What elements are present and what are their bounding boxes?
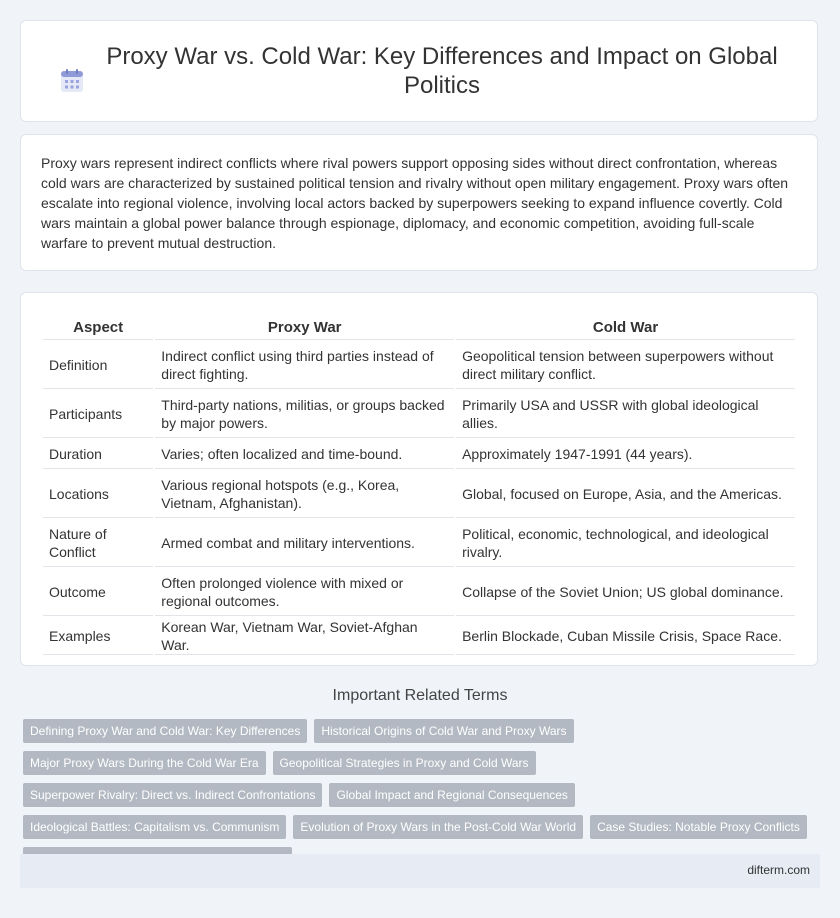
- cell-proxy-war: Armed combat and military interventions.: [155, 520, 454, 567]
- cell-cold-war: Geopolitical tension between superpowers without direct military conflict.: [456, 342, 795, 389]
- cell-cold-war: Primarily USA and USSR with global ideological allies.: [456, 391, 795, 438]
- table-row: [43, 520, 795, 567]
- related-term-link[interactable]: Ideological Battles: Capitalism vs. Communism: [23, 815, 286, 839]
- related-term-link[interactable]: Superpower Rivalry: Direct vs. Indirect Confrontations: [23, 783, 322, 807]
- footer: [20, 854, 820, 888]
- cell-proxy-war: Third-party nations, militias, or groups backed by major powers.: [155, 391, 454, 438]
- header-cold-war: Cold War: [456, 315, 795, 340]
- related-term-link[interactable]: Defining Proxy War and Cold War: Key Differences: [23, 719, 307, 743]
- cell-cold-war: Berlin Blockade, Cuban Missile Crisis, Space Race.: [456, 618, 795, 655]
- cell-cold-war: Political, economic, technological, and ideological rivalry.: [456, 520, 795, 567]
- cell-cold-war: Approximately 1947-1991 (44 years).: [456, 440, 795, 469]
- cell-proxy-war: Often prolonged violence with mixed or regional outcomes.: [155, 569, 454, 616]
- cell-cold-war: Collapse of the Soviet Union; US global dominance.: [456, 569, 795, 616]
- title-wrap: [59, 42, 779, 100]
- cell-proxy-war: Various regional hotspots (e.g., Korea, Vietnam, Afghanistan).: [155, 471, 454, 518]
- cell-cold-war: Global, focused on Europe, Asia, and the Americas.: [456, 471, 795, 518]
- related-term-link[interactable]: Evolution of Proxy Wars in the Post-Cold War World: [293, 815, 583, 839]
- cell-aspect: Examples: [43, 618, 153, 655]
- related-terms-list: [23, 719, 823, 871]
- cell-proxy-war: Indirect conflict using third parties instead of direct fighting.: [155, 342, 454, 389]
- table-row: [43, 391, 795, 438]
- table-row: [43, 471, 795, 518]
- related-term-link[interactable]: Global Impact and Regional Consequences: [329, 783, 574, 807]
- table-header-row: [43, 315, 795, 340]
- cell-aspect: Participants: [43, 391, 153, 438]
- cell-aspect: Locations: [43, 471, 153, 518]
- table-row: [43, 618, 795, 655]
- comparison-table-card: [20, 292, 818, 666]
- table-row: [43, 440, 795, 469]
- header-proxy-war: Proxy War: [155, 315, 454, 340]
- page-title: Proxy War vs. Cold War: Key Differences and Impact on Global Politics: [106, 43, 778, 99]
- cell-aspect: Nature of Conflict: [43, 520, 153, 567]
- cell-aspect: Outcome: [43, 569, 153, 616]
- calendar-grid-icon: [59, 68, 85, 94]
- related-term-link[interactable]: Case Studies: Notable Proxy Conflicts: [590, 815, 807, 839]
- related-term-link[interactable]: Major Proxy Wars During the Cold War Era: [23, 751, 266, 775]
- cell-proxy-war: Varies; often localized and time-bound.: [155, 440, 454, 469]
- table-row: [43, 569, 795, 616]
- related-term-link[interactable]: Geopolitical Strategies in Proxy and Cold Wars: [273, 751, 536, 775]
- intro-text: Proxy wars represent indirect conflicts where rival powers support opposing sides without direct confrontation, whereas cold wars are characterized by sustained political tension and rivalry without open military engagement. Proxy wars often escalate into regional violence, involving local actors backed by superpowers seeking to expand influence covertly. Cold wars maintain a global power balance through espionage, diplomacy, and economic competition, avoiding full-scale warfare to prevent mutual destruction.: [41, 155, 789, 251]
- table-row: [43, 342, 795, 389]
- intro-card: [20, 134, 818, 271]
- cell-aspect: Duration: [43, 440, 153, 469]
- comparison-table: [41, 313, 797, 657]
- header-aspect: Aspect: [43, 315, 153, 340]
- related-term-link[interactable]: Historical Origins of Cold War and Proxy Wars: [314, 719, 573, 743]
- cell-aspect: Definition: [43, 342, 153, 389]
- cell-proxy-war: Korean War, Vietnam War, Soviet-Afghan War.: [155, 618, 454, 655]
- related-terms-title: Important Related Terms: [332, 687, 508, 704]
- header-card: [20, 20, 818, 122]
- footer-brand[interactable]: difterm.com: [747, 863, 810, 877]
